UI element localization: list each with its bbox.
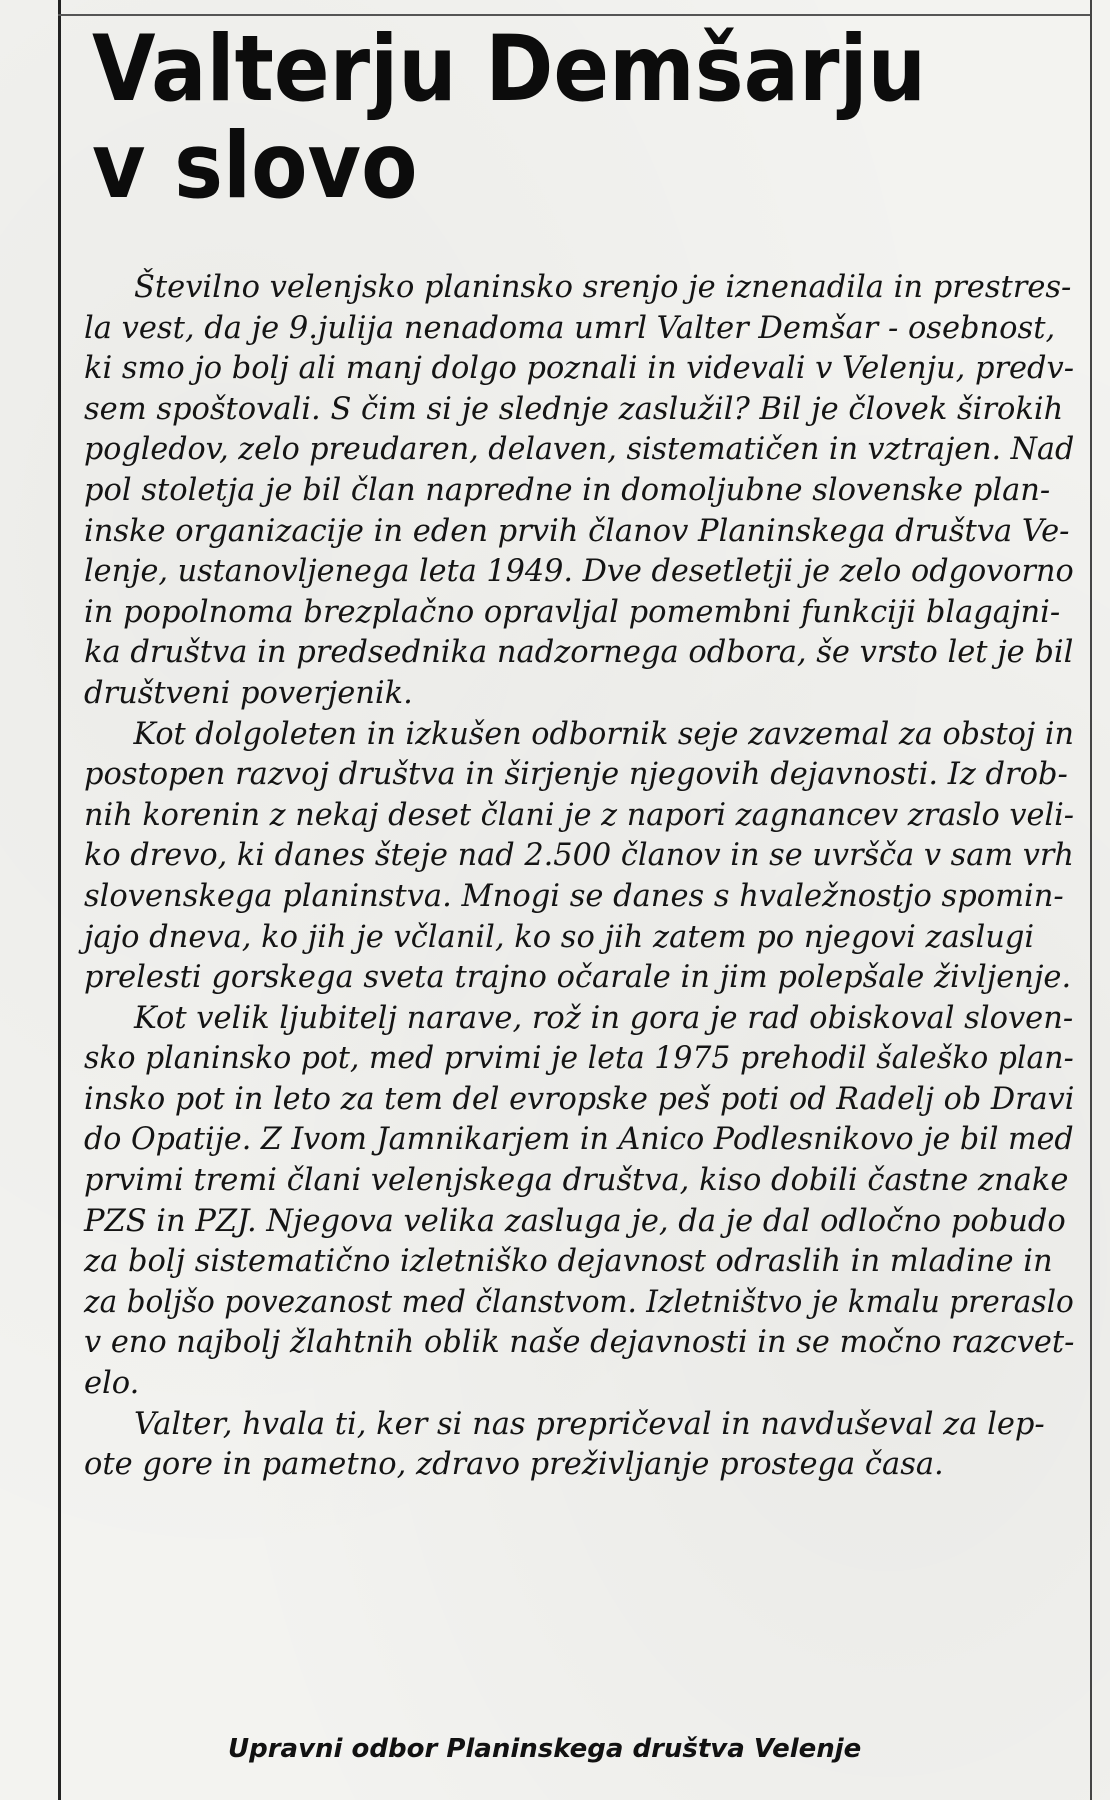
- left-border-line: [58, 0, 61, 1800]
- text-line: elo.: [84, 1366, 140, 1402]
- paragraph-4: [84, 1405, 1074, 1486]
- headline-line-1: Valterju Demšarju: [92, 15, 927, 122]
- text-line: do Opatije. Z Ivom Jamnikarjem in Anico Podlesnikovo je bil med: [84, 1122, 1074, 1158]
- text-line: Valter, hvala ti, ker si nas prepričeval in navduševal za lep-: [134, 1406, 1045, 1442]
- text-line: lenje, ustanovljenega leta 1949. Dve desetletji je zelo odgovorno: [84, 554, 1074, 590]
- text-line: nih korenin z nekaj deset člani je z napori zagnancev zraslo veli-: [84, 797, 1074, 833]
- headline-line-2: v slovo: [92, 112, 418, 219]
- text-line: Kot dolgoleten in izkušen odbornik seje zavzemal za obstoj in: [133, 716, 1075, 752]
- text-line: pogledov, zelo preudaren, delaven, sistematičen in vztrajen. Nad: [84, 432, 1075, 468]
- text-line: postopen razvoj društva in širjenje njegovih dejavnosti. Iz drob-: [84, 757, 1068, 793]
- text-line: v eno najbolj žlahtnih oblik naše dejavnosti in se močno razcvet-: [84, 1325, 1075, 1361]
- article-headline: [84, 15, 1074, 219]
- text-line: društveni poverjenik.: [84, 675, 413, 711]
- text-line: pol stoletja je bil član napredne in domoljubne slovenske plan-: [84, 472, 1051, 508]
- text-line: ka društva in predsednika nadzornega odbora, še vrsto let je bil: [84, 635, 1074, 671]
- text-line: Kot velik ljubitelj narave, rož in gora je rad obiskoval sloven-: [134, 1000, 1074, 1036]
- text-line: la vest, da je 9.julija nenadoma umrl Valter Demšar - osebnost,: [84, 310, 1056, 346]
- right-border-line: [1090, 0, 1092, 1800]
- text-line: sko planinsko pot, med prvimi je leta 1975 prehodil šaleško plan-: [84, 1041, 1074, 1077]
- text-line: Številno velenjsko planinsko srenjo je iznenadila in prestres-: [134, 270, 1072, 305]
- text-line: insko pot in leto za tem del evropske peš poti od Radelj ob Dravi: [84, 1081, 1075, 1117]
- text-line: za bolj sistematično izletniško dejavnost odraslih in mladine in: [84, 1244, 1053, 1280]
- text-line: sem spoštovali. S čim si je slednje zaslužil? Bil je človek širokih: [84, 391, 1064, 427]
- paragraph-3: [84, 999, 1074, 1405]
- article-body: [84, 268, 1074, 1486]
- text-line: ote gore in pametno, zdravo preživljanje prostega časa.: [84, 1447, 944, 1483]
- text-line: PZS in PZJ. Njegova velika zasluga je, da je dal odločno pobudo: [84, 1203, 1066, 1239]
- text-line: ko drevo, ki danes šteje nad 2.500 članov in se uvršča v sam vrh: [84, 838, 1074, 874]
- article-signature: Upravni odbor Planinskega društva Velenje: [228, 1734, 862, 1764]
- text-line: prelesti gorskega sveta trajno očarale in jim polepšale življenje.: [84, 960, 1072, 996]
- text-line: in popolnoma brezplačno opravljal pomembni funkciji blagajni-: [84, 594, 1061, 630]
- text-line: za boljšo povezanost med članstvom. Izletništvo je kmalu preraslo: [84, 1284, 1074, 1320]
- text-line: slovenskega planinstva. Mnogi se danes s hvaležnostjo spomin-: [84, 878, 1064, 914]
- paragraph-2: [84, 715, 1074, 999]
- text-line: inske organizacije in eden prvih članov Planinskega društva Ve-: [84, 513, 1070, 549]
- text-line: ki smo jo bolj ali manj dolgo poznali in videvali v Velenju, predv-: [84, 351, 1075, 387]
- text-line: jajo dneva, ko jih je včlanil, ko so jih zatem po njegovi zaslugi: [84, 919, 1035, 955]
- obituary-article: [84, 15, 1075, 1790]
- paragraph-1: [84, 268, 1074, 715]
- text-line: prvimi tremi člani velenjskega društva, kiso dobili častne znake: [84, 1163, 1069, 1199]
